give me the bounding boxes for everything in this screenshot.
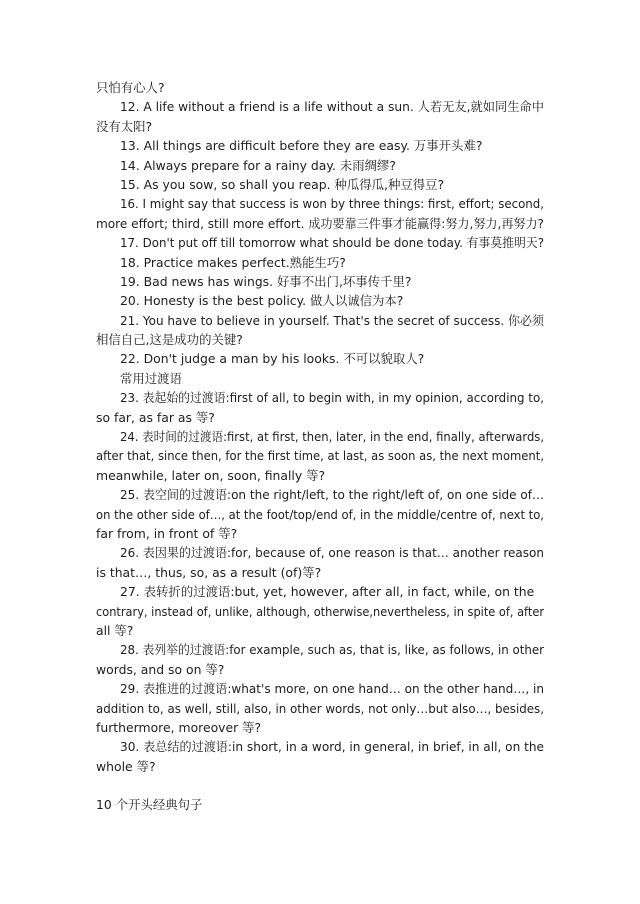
text-line: 26. 表因果的过渡语:for, because of, one reason is that… another reason [120,545,544,561]
section-heading: 10 个开头经典句子 [96,797,203,813]
text-line: 只怕有心人? [96,80,165,95]
text-line: 27. 表转折的过渡语:but, yet, however, after all, in fact, while, on the [120,584,535,600]
text-line: 16. I might say that success is won by three things: first, effort; second, [120,196,545,212]
text-line: all 等? [96,622,134,638]
document-body [96,78,544,815]
text-line: 28. 表列举的过渡语:for example, such as, that is, like, as follows, in other [120,642,545,658]
text-line: 20. Honesty is the best policy. 做人以诚信为本? [120,293,404,309]
text-line: more effort; third, still more effort. 成功要靠三件事才能赢得:努力,努力,再努力? [96,215,544,231]
text-line: words, and so on 等? [96,661,225,677]
text-line: far from, in front of 等? [96,525,238,541]
text-line: 18. Practice makes perfect.熟能生巧? [120,254,346,270]
text-line: 24. 表时间的过渡语:first, at first, then, later, in the end, finally, afterwards, [120,429,545,445]
text-line: 15. As you sow, so shall you reap. 种瓜得瓜,种豆得豆? [120,176,445,192]
text-line: 12. A life without a friend is a life without a sun. 人若无友,就如同生命中 [120,99,544,115]
text-line: addition to, as well, still, also, in other words, not only…but also…, besides, [96,700,544,716]
text-line: 30. 表总结的过渡语:in short, in a word, in general, in brief, in all, on the [120,739,544,755]
text-line: 29. 表推进的过渡语:what's more, on one hand… on the other hand…, in [120,681,545,697]
text-line: on the other side of…, at the foot/top/end of, in the middle/centre of, next to, [96,506,544,522]
text-line: furthermore, moreover 等? [96,719,262,735]
text-line: contrary, instead of, unlike, although, otherwise,nevertheless, in spite of, after [96,603,544,619]
text-line: 相信自己,这是成功的关键? [96,332,243,348]
text-line: 21. You have to believe in yourself. That's the secret of success. 你必须 [120,312,545,328]
text-line: is that…, thus, so, as a result (of)等? [96,564,322,580]
text-line: 13. All things are difficult before they are easy. 万事开头难? [120,138,483,154]
text-line: 19. Bad news has wings. 好事不出门,坏事传千里? [120,273,412,289]
text-line: after that, since then, for the first time, at last, as soon as, the next moment, [96,448,545,464]
text-line: so far, as far as 等? [96,409,215,425]
text-line: 17. Don't put off till tomorrow what should be done today. 有事莫推明天? [120,235,544,251]
text-line: 23. 表起始的过渡语:first of all, to begin with, in my opinion, according to, [120,390,544,406]
text-line: 14. Always prepare for a rainy day. 未雨绸缪? [120,157,396,173]
paragraph-gap [96,776,544,795]
text-line: 22. Don't judge a man by his looks. 不可以貌取人? [120,351,425,367]
text-line: 没有太阳? [96,118,153,134]
text-line: 25. 表空间的过渡语:on the right/left, to the right/left of, on one side of… [120,487,544,503]
text-line: whole 等? [96,758,156,774]
text-line: meanwhile, later on, soon, finally 等? [96,467,326,483]
section-heading: 常用过渡语 [120,370,182,386]
